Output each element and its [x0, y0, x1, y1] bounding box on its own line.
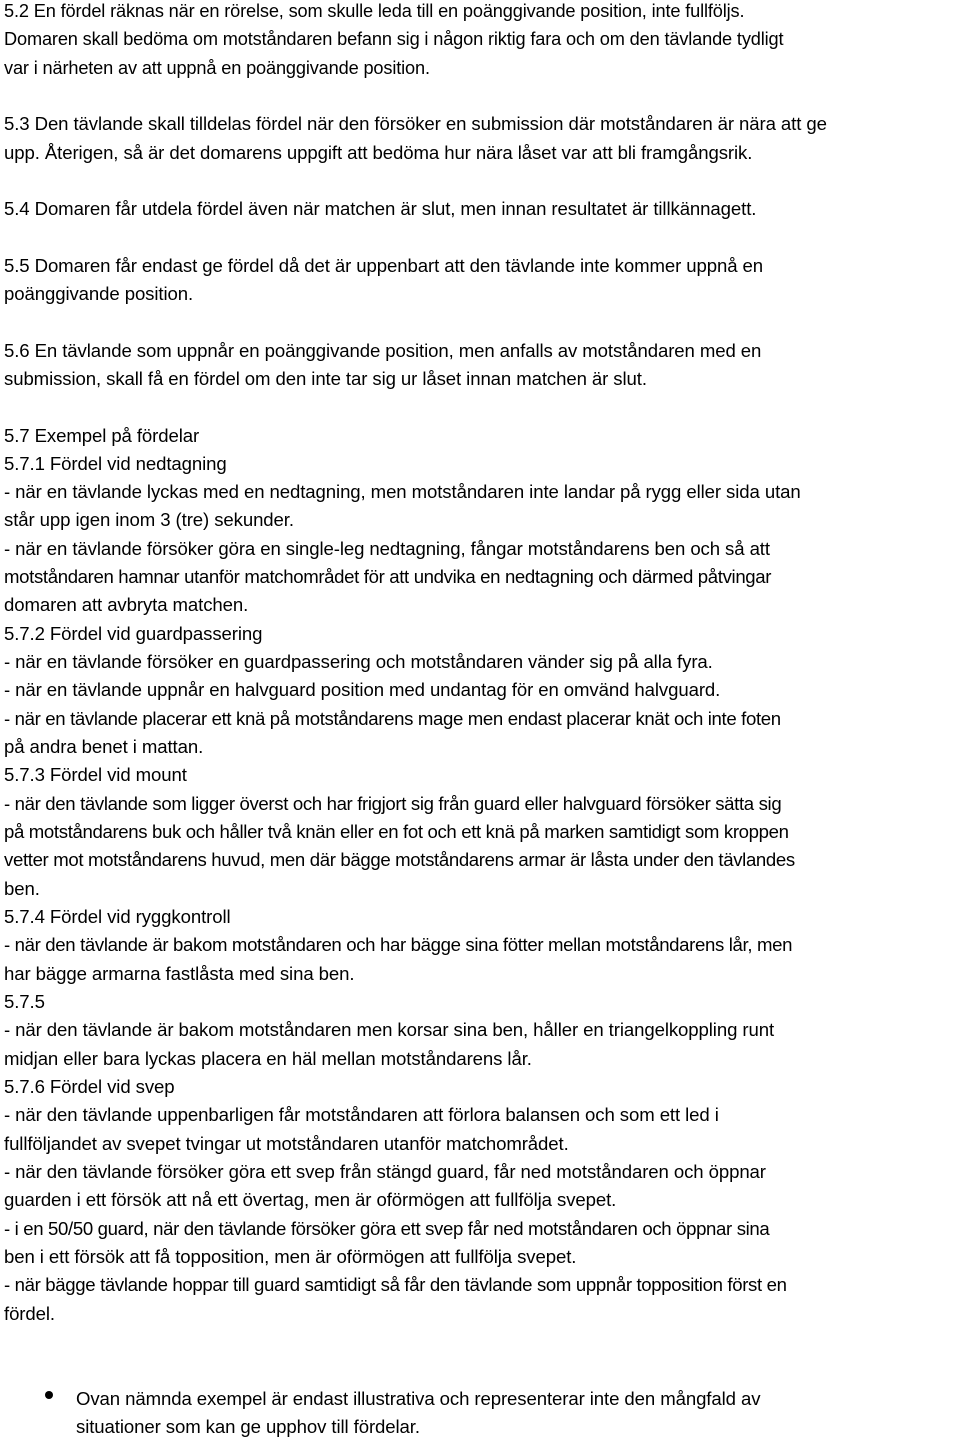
subsection-heading: 5.7.4 Fördel vid ryggkontroll	[4, 906, 231, 927]
subsection-heading: 5.7.2 Fördel vid guardpassering	[4, 623, 263, 644]
text-line: 5.3 Den tävlande skall tilldelas fördel när den försöker en submission där motståndaren är nära att ge	[4, 113, 827, 134]
text-line: Domaren skall bedöma om motståndaren befann sig i någon riktig fara och om den tävlande tydligt	[4, 29, 784, 49]
text-line: guarden i ett försök att nå ett övertag, men är oförmögen att fullfölja svepet.	[4, 1189, 617, 1210]
text-line: fördel.	[4, 1303, 55, 1324]
text-line: - när en tävlande uppnår en halvguard position med undantag för en omvänd halvguard.	[4, 679, 721, 700]
text-line: - när den tävlande är bakom motståndaren men korsar sina ben, håller en triangelkoppling runt	[4, 1019, 775, 1040]
subsection-heading: 5.7.5	[4, 991, 45, 1012]
text-line: - när bägge tävlande hoppar till guard samtidigt så får den tävlande som uppnår topposition först en	[4, 1274, 787, 1295]
section-heading: 5.7 Exempel på fördelar	[4, 425, 200, 446]
text-line: - när den tävlande uppenbarligen får motståndaren att förlora balansen och som ett led i	[4, 1104, 719, 1125]
bullet-text-line: situationer som kan ge upphov till fördelar.	[76, 1416, 420, 1437]
text-line: - när den tävlande försöker göra ett svep från stängd guard, får ned motståndaren och öppnar	[4, 1161, 766, 1182]
text-line: var i närheten av att uppnå en poänggivande position.	[4, 58, 430, 78]
subsection-heading: 5.7.1 Fördel vid nedtagning	[4, 453, 227, 474]
text-line: fullföljandet av svepet tvingar ut motståndaren utanför matchområdet.	[4, 1133, 569, 1154]
text-line: 5.4 Domaren får utdela fördel även när matchen är slut, men innan resultatet är tillkännagett.	[4, 198, 757, 219]
text-line: vetter mot motståndarens huvud, men där bägge motståndarens armar är låsta under den tävlandes	[4, 849, 795, 870]
text-line: - i en 50/50 guard, när den tävlande försöker göra ett svep får ned motståndaren och öppnar sina	[4, 1218, 770, 1239]
text-line: 5.2 En fördel räknas när en rörelse, som skulle leda till en poänggivande position, inte fullföljs.	[4, 1, 745, 21]
subsection-heading: 5.7.6 Fördel vid svep	[4, 1076, 175, 1097]
text-line: - när den tävlande är bakom motståndaren och har bägge sina fötter mellan motståndarens lår, men	[4, 934, 793, 955]
text-line: har bägge armarna fastlåsta med sina ben.	[4, 963, 355, 984]
text-line: på andra benet i mattan.	[4, 736, 204, 757]
text-line: upp. Återigen, så är det domarens uppgift att bedöma hur nära låset var att bli framgångsrik.	[4, 142, 753, 163]
text-line: 5.6 En tävlande som uppnår en poänggivande position, men anfalls av motståndaren med en	[4, 340, 762, 361]
text-line: - när en tävlande lyckas med en nedtagning, men motståndaren inte landar på rygg eller sida utan	[4, 481, 801, 502]
text-line: på motståndarens buk och håller två knän eller en fot och ett knä på marken samtidigt som kroppen	[4, 821, 789, 842]
text-line: - när en tävlande försöker göra en single-leg nedtagning, fångar motståndarens ben och så att	[4, 538, 770, 559]
text-line: - när en tävlande placerar ett knä på motståndarens mage men endast placerar knät och inte foten	[4, 708, 781, 729]
subsection-heading: 5.7.3 Fördel vid mount	[4, 764, 187, 785]
text-line: - när den tävlande som ligger överst och har frigjort sig från guard eller halvguard försöker sätta sig	[4, 793, 782, 814]
text-line: ben.	[4, 878, 40, 899]
text-line: poänggivande position.	[4, 283, 194, 304]
text-line: submission, skall få en fördel om den inte tar sig ur låset innan matchen är slut.	[4, 368, 647, 389]
bullet-text-line: Ovan nämnda exempel är endast illustrativa och representerar inte den mångfald av	[76, 1388, 761, 1409]
text-line: står upp igen inom 3 (tre) sekunder.	[4, 509, 294, 530]
text-line: - när en tävlande försöker en guardpassering och motståndaren vänder sig på alla fyra.	[4, 651, 713, 672]
text-line: midjan eller bara lyckas placera en häl mellan motståndarens lår.	[4, 1048, 532, 1069]
text-line: 5.5 Domaren får endast ge fördel då det är uppenbart att den tävlande inte kommer uppnå en	[4, 255, 764, 276]
text-line: motståndaren hamnar utanför matchområdet för att undvika en nedtagning och därmed påtvingar	[4, 566, 772, 587]
text-line: ben i ett försök att få topposition, men är oförmögen att fullfölja svepet.	[4, 1246, 577, 1267]
bullet-dot-icon	[45, 1391, 53, 1399]
text-line: domaren att avbryta matchen.	[4, 594, 249, 615]
